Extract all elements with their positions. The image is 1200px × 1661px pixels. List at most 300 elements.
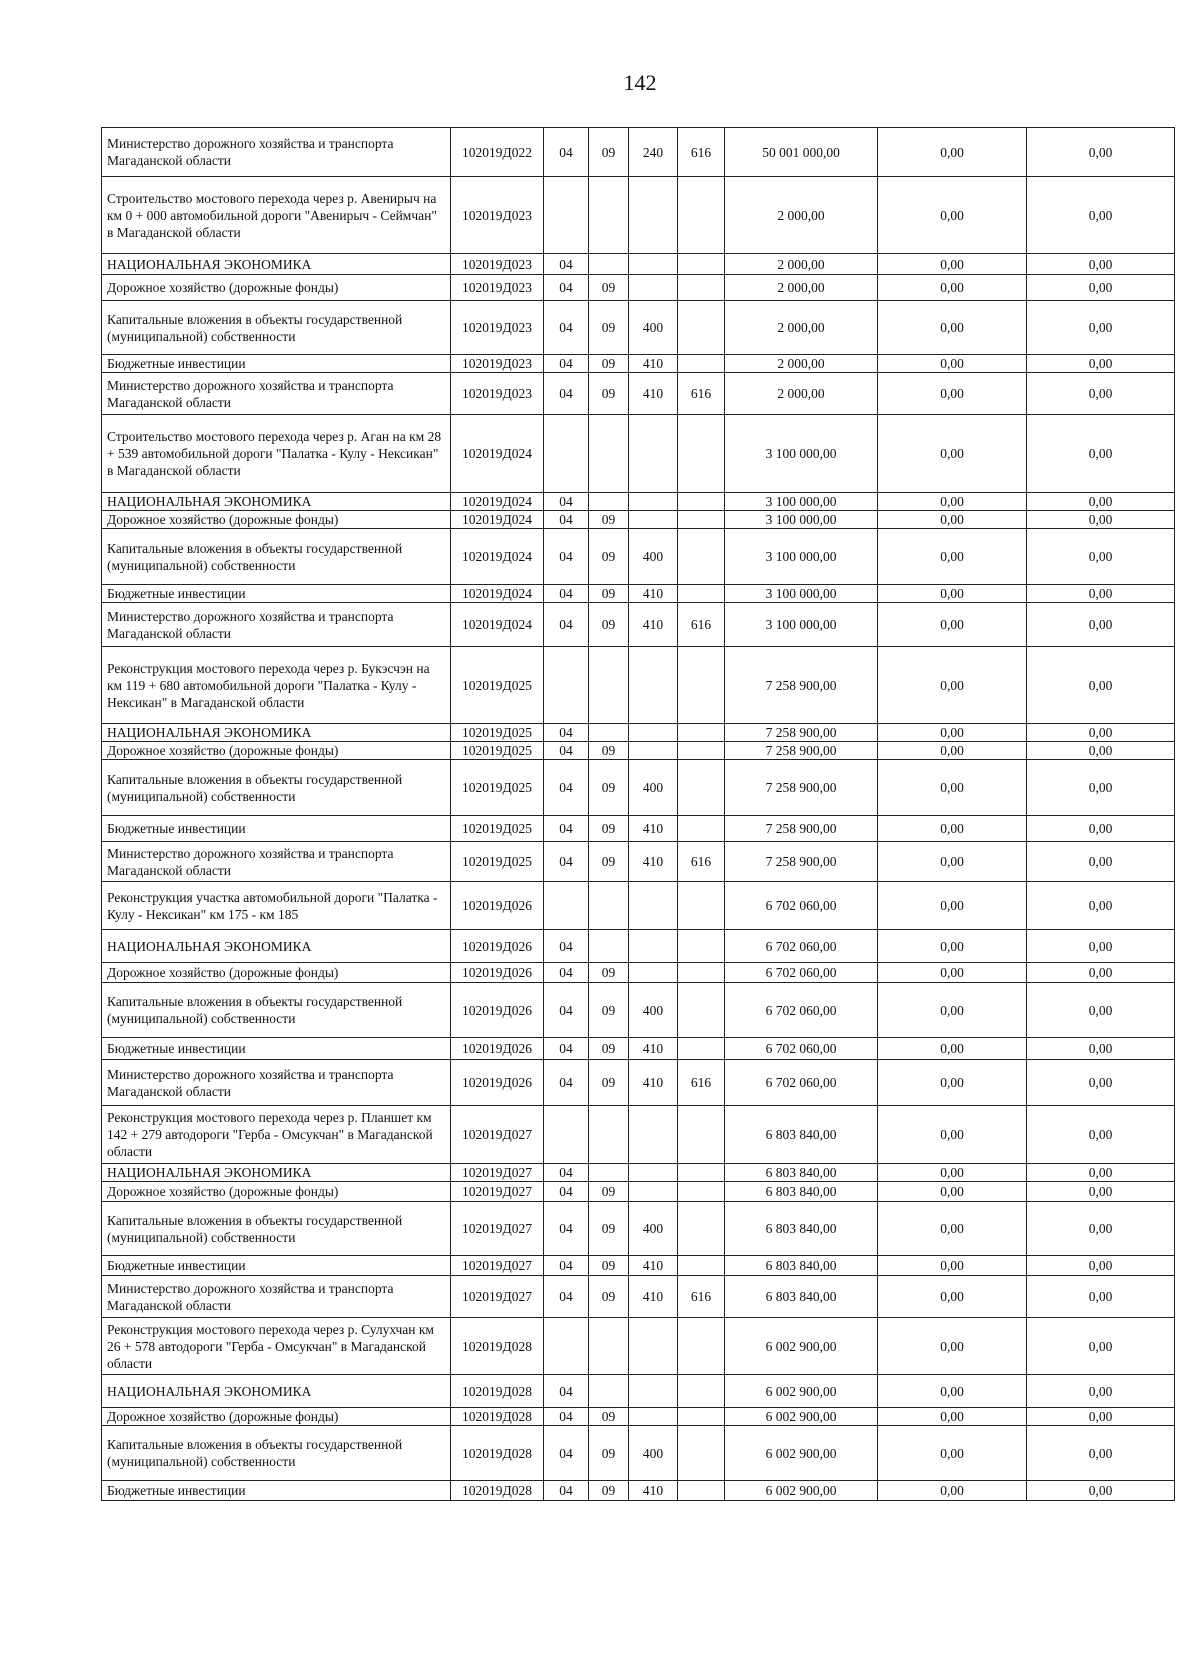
- table-row: [102, 128, 1175, 177]
- table-cell-expense-type: [629, 511, 678, 529]
- table-cell-amount-3: 0,00: [1027, 415, 1175, 493]
- table-cell-amount-1: 7 258 900,00: [725, 742, 878, 760]
- table-row: [102, 355, 1175, 373]
- table-row: [102, 816, 1175, 842]
- table-cell-subsection: 09: [589, 983, 629, 1038]
- table-cell-amount-2: 0,00: [878, 882, 1027, 930]
- table-cell-amount-2: 0,00: [878, 373, 1027, 415]
- table-cell-subsection: [589, 1106, 629, 1164]
- table-row: [102, 1106, 1175, 1164]
- table-row: [102, 1256, 1175, 1276]
- table-cell-amount-1: 6 002 900,00: [725, 1481, 878, 1501]
- table-cell-code: 102019Д024: [451, 603, 544, 647]
- table-cell-code: 102019Д023: [451, 373, 544, 415]
- table-cell-code: 102019Д026: [451, 882, 544, 930]
- table-row: [102, 529, 1175, 585]
- table-cell-amount-2: 0,00: [878, 301, 1027, 355]
- table-cell-name: Дорожное хозяйство (дорожные фонды): [102, 1408, 451, 1426]
- table-row: [102, 177, 1175, 254]
- table-cell-name: Бюджетные инвестиции: [102, 1481, 451, 1501]
- table-cell-amount-1: 2 000,00: [725, 177, 878, 254]
- table-cell-section: 04: [544, 603, 589, 647]
- table-cell-name: Бюджетные инвестиции: [102, 1256, 451, 1276]
- table-cell-expense-type: 400: [629, 1426, 678, 1481]
- table-row: [102, 1375, 1175, 1408]
- table-cell-code: 102019Д023: [451, 355, 544, 373]
- table-cell-name: Строительство мостового перехода через р. Авенирыч на км 0 + 000 автомобильной дороги "Авенирыч - Сеймчан" в Магаданской области: [102, 177, 451, 254]
- table-cell-grbs: [678, 1256, 725, 1276]
- table-cell-grbs: 616: [678, 373, 725, 415]
- table-cell-amount-3: 0,00: [1027, 1038, 1175, 1060]
- table-cell-name: Бюджетные инвестиции: [102, 816, 451, 842]
- table-cell-section: 04: [544, 128, 589, 177]
- table-cell-expense-type: 410: [629, 842, 678, 882]
- table-cell-code: 102019Д027: [451, 1164, 544, 1182]
- table-cell-section: 04: [544, 511, 589, 529]
- table-cell-amount-2: 0,00: [878, 724, 1027, 742]
- table-cell-expense-type: [629, 742, 678, 760]
- table-cell-code: 102019Д027: [451, 1202, 544, 1256]
- table-cell-amount-2: 0,00: [878, 1481, 1027, 1501]
- table-cell-section: [544, 177, 589, 254]
- table-cell-subsection: [589, 647, 629, 724]
- table-cell-section: 04: [544, 1426, 589, 1481]
- table-cell-expense-type: 400: [629, 529, 678, 585]
- table-row: [102, 983, 1175, 1038]
- table-cell-amount-3: 0,00: [1027, 983, 1175, 1038]
- table-cell-amount-1: 6 002 900,00: [725, 1375, 878, 1408]
- table-cell-code: 102019Д025: [451, 742, 544, 760]
- table-cell-amount-1: 3 100 000,00: [725, 511, 878, 529]
- table-cell-amount-2: 0,00: [878, 983, 1027, 1038]
- table-cell-code: 102019Д028: [451, 1481, 544, 1501]
- table-row: [102, 1202, 1175, 1256]
- table-cell-expense-type: [629, 1375, 678, 1408]
- table-cell-section: 04: [544, 1182, 589, 1202]
- table-cell-section: 04: [544, 963, 589, 983]
- table-cell-grbs: [678, 1318, 725, 1375]
- table-cell-amount-2: 0,00: [878, 585, 1027, 603]
- table-cell-subsection: 09: [589, 742, 629, 760]
- table-cell-subsection: 09: [589, 1060, 629, 1106]
- table-cell-expense-type: [629, 1106, 678, 1164]
- table-cell-section: [544, 1106, 589, 1164]
- table-cell-section: 04: [544, 585, 589, 603]
- table-cell-amount-2: 0,00: [878, 1038, 1027, 1060]
- table-row: [102, 254, 1175, 275]
- table-row: [102, 1426, 1175, 1481]
- table-cell-expense-type: 410: [629, 1481, 678, 1501]
- table-row: [102, 963, 1175, 983]
- table-cell-amount-2: 0,00: [878, 1060, 1027, 1106]
- table-cell-amount-2: 0,00: [878, 1202, 1027, 1256]
- table-cell-amount-2: 0,00: [878, 1318, 1027, 1375]
- table-cell-amount-3: 0,00: [1027, 760, 1175, 816]
- table-row: [102, 1164, 1175, 1182]
- table-cell-grbs: [678, 724, 725, 742]
- table-cell-subsection: [589, 882, 629, 930]
- table-cell-code: 102019Д023: [451, 301, 544, 355]
- table-cell-subsection: 09: [589, 355, 629, 373]
- table-cell-grbs: [678, 254, 725, 275]
- table-cell-subsection: [589, 254, 629, 275]
- table-cell-section: 04: [544, 493, 589, 511]
- table-cell-code: 102019Д024: [451, 529, 544, 585]
- table-cell-amount-2: 0,00: [878, 529, 1027, 585]
- table-cell-code: 102019Д027: [451, 1182, 544, 1202]
- table-cell-grbs: [678, 1164, 725, 1182]
- table-cell-name: Дорожное хозяйство (дорожные фонды): [102, 1182, 451, 1202]
- table-cell-section: 04: [544, 1375, 589, 1408]
- budget-table: [101, 127, 1175, 1501]
- table-cell-amount-1: 3 100 000,00: [725, 529, 878, 585]
- table-cell-grbs: [678, 275, 725, 301]
- table-cell-amount-1: 2 000,00: [725, 254, 878, 275]
- table-cell-subsection: [589, 1164, 629, 1182]
- table-cell-expense-type: 410: [629, 603, 678, 647]
- table-cell-section: 04: [544, 301, 589, 355]
- table-cell-code: 102019Д025: [451, 816, 544, 842]
- table-cell-amount-3: 0,00: [1027, 355, 1175, 373]
- table-cell-amount-1: 6 702 060,00: [725, 963, 878, 983]
- table-cell-amount-3: 0,00: [1027, 963, 1175, 983]
- table-cell-name: Капитальные вложения в объекты государственной (муниципальной) собственности: [102, 1426, 451, 1481]
- table-cell-grbs: [678, 177, 725, 254]
- table-cell-code: 102019Д023: [451, 254, 544, 275]
- table-row: [102, 1038, 1175, 1060]
- table-cell-name: Капитальные вложения в объекты государственной (муниципальной) собственности: [102, 301, 451, 355]
- table-cell-section: 04: [544, 1408, 589, 1426]
- table-cell-amount-2: 0,00: [878, 355, 1027, 373]
- table-cell-section: 04: [544, 1276, 589, 1318]
- table-cell-code: 102019Д026: [451, 1038, 544, 1060]
- table-cell-grbs: [678, 1202, 725, 1256]
- table-cell-section: 04: [544, 373, 589, 415]
- table-cell-amount-1: 6 803 840,00: [725, 1202, 878, 1256]
- table-cell-name: НАЦИОНАЛЬНАЯ ЭКОНОМИКА: [102, 1164, 451, 1182]
- table-cell-subsection: 09: [589, 1182, 629, 1202]
- table-cell-code: 102019Д027: [451, 1106, 544, 1164]
- table-cell-amount-2: 0,00: [878, 1375, 1027, 1408]
- table-cell-amount-2: 0,00: [878, 1256, 1027, 1276]
- table-cell-name: Бюджетные инвестиции: [102, 355, 451, 373]
- table-cell-name: НАЦИОНАЛЬНАЯ ЭКОНОМИКА: [102, 254, 451, 275]
- table-row: [102, 603, 1175, 647]
- table-cell-code: 102019Д026: [451, 983, 544, 1038]
- table-cell-subsection: 09: [589, 1276, 629, 1318]
- table-cell-amount-3: 0,00: [1027, 254, 1175, 275]
- table-cell-amount-3: 0,00: [1027, 603, 1175, 647]
- table-cell-name: Министерство дорожного хозяйства и транспорта Магаданской области: [102, 373, 451, 415]
- table-cell-section: [544, 1318, 589, 1375]
- table-cell-name: Министерство дорожного хозяйства и транспорта Магаданской области: [102, 1060, 451, 1106]
- table-cell-subsection: 09: [589, 275, 629, 301]
- table-cell-grbs: 616: [678, 128, 725, 177]
- table-cell-amount-1: 7 258 900,00: [725, 816, 878, 842]
- table-cell-subsection: [589, 930, 629, 963]
- table-cell-subsection: [589, 177, 629, 254]
- table-cell-grbs: [678, 963, 725, 983]
- table-cell-name: Дорожное хозяйство (дорожные фонды): [102, 275, 451, 301]
- table-cell-code: 102019Д025: [451, 724, 544, 742]
- table-cell-grbs: [678, 529, 725, 585]
- table-cell-amount-1: 6 803 840,00: [725, 1164, 878, 1182]
- table-cell-name: Капитальные вложения в объекты государственной (муниципальной) собственности: [102, 760, 451, 816]
- table-cell-amount-1: 6 803 840,00: [725, 1182, 878, 1202]
- table-cell-amount-1: 3 100 000,00: [725, 603, 878, 647]
- table-cell-amount-2: 0,00: [878, 603, 1027, 647]
- table-cell-expense-type: [629, 493, 678, 511]
- table-cell-amount-2: 0,00: [878, 816, 1027, 842]
- table-cell-amount-3: 0,00: [1027, 1375, 1175, 1408]
- table-cell-amount-2: 0,00: [878, 742, 1027, 760]
- table-cell-name: Реконструкция мостового перехода через р. Букэсчэн на км 119 + 680 автомобильной дороги "Палатка - Кулу - Нексикан" в Магаданской области: [102, 647, 451, 724]
- table-cell-code: 102019Д024: [451, 585, 544, 603]
- table-cell-subsection: 09: [589, 816, 629, 842]
- table-cell-section: [544, 647, 589, 724]
- table-cell-amount-3: 0,00: [1027, 842, 1175, 882]
- table-cell-grbs: [678, 1481, 725, 1501]
- table-cell-subsection: 09: [589, 585, 629, 603]
- table-cell-expense-type: 410: [629, 1256, 678, 1276]
- table-cell-section: 04: [544, 983, 589, 1038]
- table-cell-expense-type: [629, 882, 678, 930]
- table-cell-code: 102019Д023: [451, 177, 544, 254]
- table-cell-subsection: [589, 415, 629, 493]
- table-cell-grbs: [678, 882, 725, 930]
- table-cell-expense-type: 410: [629, 585, 678, 603]
- table-cell-amount-2: 0,00: [878, 493, 1027, 511]
- table-cell-section: 04: [544, 930, 589, 963]
- table-cell-amount-1: 6 702 060,00: [725, 1038, 878, 1060]
- table-cell-subsection: 09: [589, 963, 629, 983]
- table-cell-subsection: 09: [589, 1202, 629, 1256]
- table-cell-name: Капитальные вложения в объекты государственной (муниципальной) собственности: [102, 1202, 451, 1256]
- table-cell-amount-1: 6 803 840,00: [725, 1256, 878, 1276]
- table-cell-name: Капитальные вложения в объекты государственной (муниципальной) собственности: [102, 983, 451, 1038]
- table-cell-amount-1: 6 002 900,00: [725, 1426, 878, 1481]
- table-cell-amount-2: 0,00: [878, 275, 1027, 301]
- table-cell-amount-3: 0,00: [1027, 1060, 1175, 1106]
- table-cell-grbs: [678, 1038, 725, 1060]
- table-cell-amount-1: 6 702 060,00: [725, 882, 878, 930]
- table-cell-section: 04: [544, 724, 589, 742]
- table-cell-grbs: [678, 1426, 725, 1481]
- table-cell-amount-3: 0,00: [1027, 128, 1175, 177]
- table-cell-amount-3: 0,00: [1027, 511, 1175, 529]
- table-cell-amount-3: 0,00: [1027, 647, 1175, 724]
- table-cell-name: Дорожное хозяйство (дорожные фонды): [102, 511, 451, 529]
- table-cell-amount-3: 0,00: [1027, 177, 1175, 254]
- table-cell-name: Бюджетные инвестиции: [102, 1038, 451, 1060]
- table-cell-amount-1: 3 100 000,00: [725, 415, 878, 493]
- table-cell-section: [544, 882, 589, 930]
- table-cell-amount-2: 0,00: [878, 647, 1027, 724]
- table-cell-grbs: [678, 983, 725, 1038]
- table-cell-amount-3: 0,00: [1027, 724, 1175, 742]
- table-cell-amount-1: 50 001 000,00: [725, 128, 878, 177]
- table-cell-subsection: 09: [589, 1426, 629, 1481]
- table-cell-code: 102019Д028: [451, 1318, 544, 1375]
- table-row: [102, 493, 1175, 511]
- table-cell-amount-2: 0,00: [878, 963, 1027, 983]
- table-cell-expense-type: [629, 1164, 678, 1182]
- table-cell-expense-type: 410: [629, 373, 678, 415]
- table-cell-expense-type: 410: [629, 1060, 678, 1106]
- table-cell-expense-type: [629, 1408, 678, 1426]
- table-cell-section: 04: [544, 1481, 589, 1501]
- table-cell-section: [544, 415, 589, 493]
- page-number: 142: [623, 70, 657, 95]
- table-cell-amount-3: 0,00: [1027, 1481, 1175, 1501]
- table-cell-subsection: 09: [589, 1408, 629, 1426]
- table-cell-section: 04: [544, 1038, 589, 1060]
- table-cell-grbs: [678, 493, 725, 511]
- table-row: [102, 742, 1175, 760]
- table-cell-code: 102019Д028: [451, 1426, 544, 1481]
- table-cell-name: Министерство дорожного хозяйства и транспорта Магаданской области: [102, 842, 451, 882]
- table-row: [102, 882, 1175, 930]
- table-cell-code: 102019Д025: [451, 647, 544, 724]
- table-cell-code: 102019Д025: [451, 842, 544, 882]
- table-row: [102, 842, 1175, 882]
- table-cell-section: 04: [544, 254, 589, 275]
- table-cell-name: Реконструкция участка автомобильной дороги "Палатка - Кулу - Нексикан" км 175 - км 185: [102, 882, 451, 930]
- table-cell-grbs: [678, 930, 725, 963]
- table-cell-name: Министерство дорожного хозяйства и транспорта Магаданской области: [102, 128, 451, 177]
- table-cell-subsection: 09: [589, 529, 629, 585]
- table-cell-amount-1: 6 002 900,00: [725, 1408, 878, 1426]
- table-cell-grbs: [678, 511, 725, 529]
- table-row: [102, 511, 1175, 529]
- table-cell-section: 04: [544, 275, 589, 301]
- table-cell-grbs: [678, 585, 725, 603]
- table-cell-name: Министерство дорожного хозяйства и транспорта Магаданской области: [102, 603, 451, 647]
- table-cell-code: 102019Д028: [451, 1375, 544, 1408]
- table-cell-subsection: 09: [589, 603, 629, 647]
- table-cell-name: Реконструкция мостового перехода через р. Сулухчан км 26 + 578 автодороги "Герба - Омсукчан" в Магаданской области: [102, 1318, 451, 1375]
- table-cell-grbs: [678, 816, 725, 842]
- table-cell-expense-type: [629, 724, 678, 742]
- table-cell-amount-3: 0,00: [1027, 493, 1175, 511]
- table-cell-section: 04: [544, 760, 589, 816]
- table-cell-code: 102019Д027: [451, 1256, 544, 1276]
- table-cell-amount-3: 0,00: [1027, 1182, 1175, 1202]
- table-cell-amount-3: 0,00: [1027, 1408, 1175, 1426]
- table-cell-amount-2: 0,00: [878, 1182, 1027, 1202]
- table-cell-amount-1: 6 702 060,00: [725, 983, 878, 1038]
- table-row: [102, 930, 1175, 963]
- table-cell-amount-1: 2 000,00: [725, 373, 878, 415]
- table-cell-amount-3: 0,00: [1027, 1164, 1175, 1182]
- table-cell-expense-type: [629, 963, 678, 983]
- table-cell-amount-1: 6 702 060,00: [725, 930, 878, 963]
- table-cell-amount-3: 0,00: [1027, 1318, 1175, 1375]
- table-cell-name: Капитальные вложения в объекты государственной (муниципальной) собственности: [102, 529, 451, 585]
- table-cell-name: НАЦИОНАЛЬНАЯ ЭКОНОМИКА: [102, 930, 451, 963]
- table-cell-amount-3: 0,00: [1027, 585, 1175, 603]
- table-cell-amount-1: 3 100 000,00: [725, 585, 878, 603]
- table-cell-expense-type: [629, 254, 678, 275]
- table-cell-subsection: 09: [589, 511, 629, 529]
- table-cell-subsection: 09: [589, 128, 629, 177]
- table-cell-amount-3: 0,00: [1027, 930, 1175, 963]
- table-cell-section: 04: [544, 529, 589, 585]
- table-row: [102, 1318, 1175, 1375]
- table-cell-name: НАЦИОНАЛЬНАЯ ЭКОНОМИКА: [102, 493, 451, 511]
- table-cell-grbs: [678, 1106, 725, 1164]
- table-cell-amount-3: 0,00: [1027, 1276, 1175, 1318]
- table-cell-amount-1: 6 803 840,00: [725, 1106, 878, 1164]
- table-row: [102, 275, 1175, 301]
- table-cell-subsection: 09: [589, 1256, 629, 1276]
- table-cell-amount-1: 6 702 060,00: [725, 1060, 878, 1106]
- table-cell-section: 04: [544, 1202, 589, 1256]
- table-cell-subsection: 09: [589, 1481, 629, 1501]
- table-cell-expense-type: 400: [629, 983, 678, 1038]
- table-cell-expense-type: [629, 1182, 678, 1202]
- table-cell-amount-1: 2 000,00: [725, 355, 878, 373]
- table-cell-expense-type: 240: [629, 128, 678, 177]
- table-cell-amount-3: 0,00: [1027, 1426, 1175, 1481]
- table-cell-code: 102019Д024: [451, 493, 544, 511]
- table-cell-section: 04: [544, 1164, 589, 1182]
- table-row: [102, 647, 1175, 724]
- table-cell-code: 102019Д022: [451, 128, 544, 177]
- table-cell-subsection: [589, 1318, 629, 1375]
- table-cell-code: 102019Д024: [451, 415, 544, 493]
- table-cell-amount-3: 0,00: [1027, 816, 1175, 842]
- table-cell-subsection: [589, 1375, 629, 1408]
- table-cell-amount-1: 6 002 900,00: [725, 1318, 878, 1375]
- table-cell-expense-type: [629, 275, 678, 301]
- table-cell-expense-type: [629, 1318, 678, 1375]
- table-row: [102, 301, 1175, 355]
- table-cell-expense-type: 400: [629, 760, 678, 816]
- table-row: [102, 373, 1175, 415]
- table-cell-grbs: [678, 647, 725, 724]
- table-cell-name: НАЦИОНАЛЬНАЯ ЭКОНОМИКА: [102, 1375, 451, 1408]
- table-cell-code: 102019Д023: [451, 275, 544, 301]
- table-cell-grbs: [678, 1182, 725, 1202]
- table-cell-amount-1: 7 258 900,00: [725, 647, 878, 724]
- table-cell-expense-type: [629, 930, 678, 963]
- table-cell-subsection: [589, 724, 629, 742]
- table-cell-grbs: 616: [678, 1060, 725, 1106]
- table-cell-amount-2: 0,00: [878, 511, 1027, 529]
- table-cell-amount-2: 0,00: [878, 760, 1027, 816]
- table-cell-expense-type: [629, 177, 678, 254]
- table-cell-amount-2: 0,00: [878, 1426, 1027, 1481]
- table-row: [102, 1060, 1175, 1106]
- table-cell-subsection: 09: [589, 373, 629, 415]
- table-cell-grbs: [678, 415, 725, 493]
- table-cell-section: 04: [544, 742, 589, 760]
- table-cell-expense-type: 410: [629, 1038, 678, 1060]
- table-cell-grbs: [678, 1408, 725, 1426]
- table-row: [102, 1481, 1175, 1501]
- table-cell-amount-2: 0,00: [878, 177, 1027, 254]
- table-cell-code: 102019Д026: [451, 930, 544, 963]
- table-cell-amount-3: 0,00: [1027, 882, 1175, 930]
- table-cell-code: 102019Д026: [451, 1060, 544, 1106]
- table-row: [102, 1408, 1175, 1426]
- table-row: [102, 415, 1175, 493]
- table-cell-amount-3: 0,00: [1027, 373, 1175, 415]
- table-cell-name: Бюджетные инвестиции: [102, 585, 451, 603]
- table-cell-grbs: 616: [678, 842, 725, 882]
- table-cell-grbs: [678, 355, 725, 373]
